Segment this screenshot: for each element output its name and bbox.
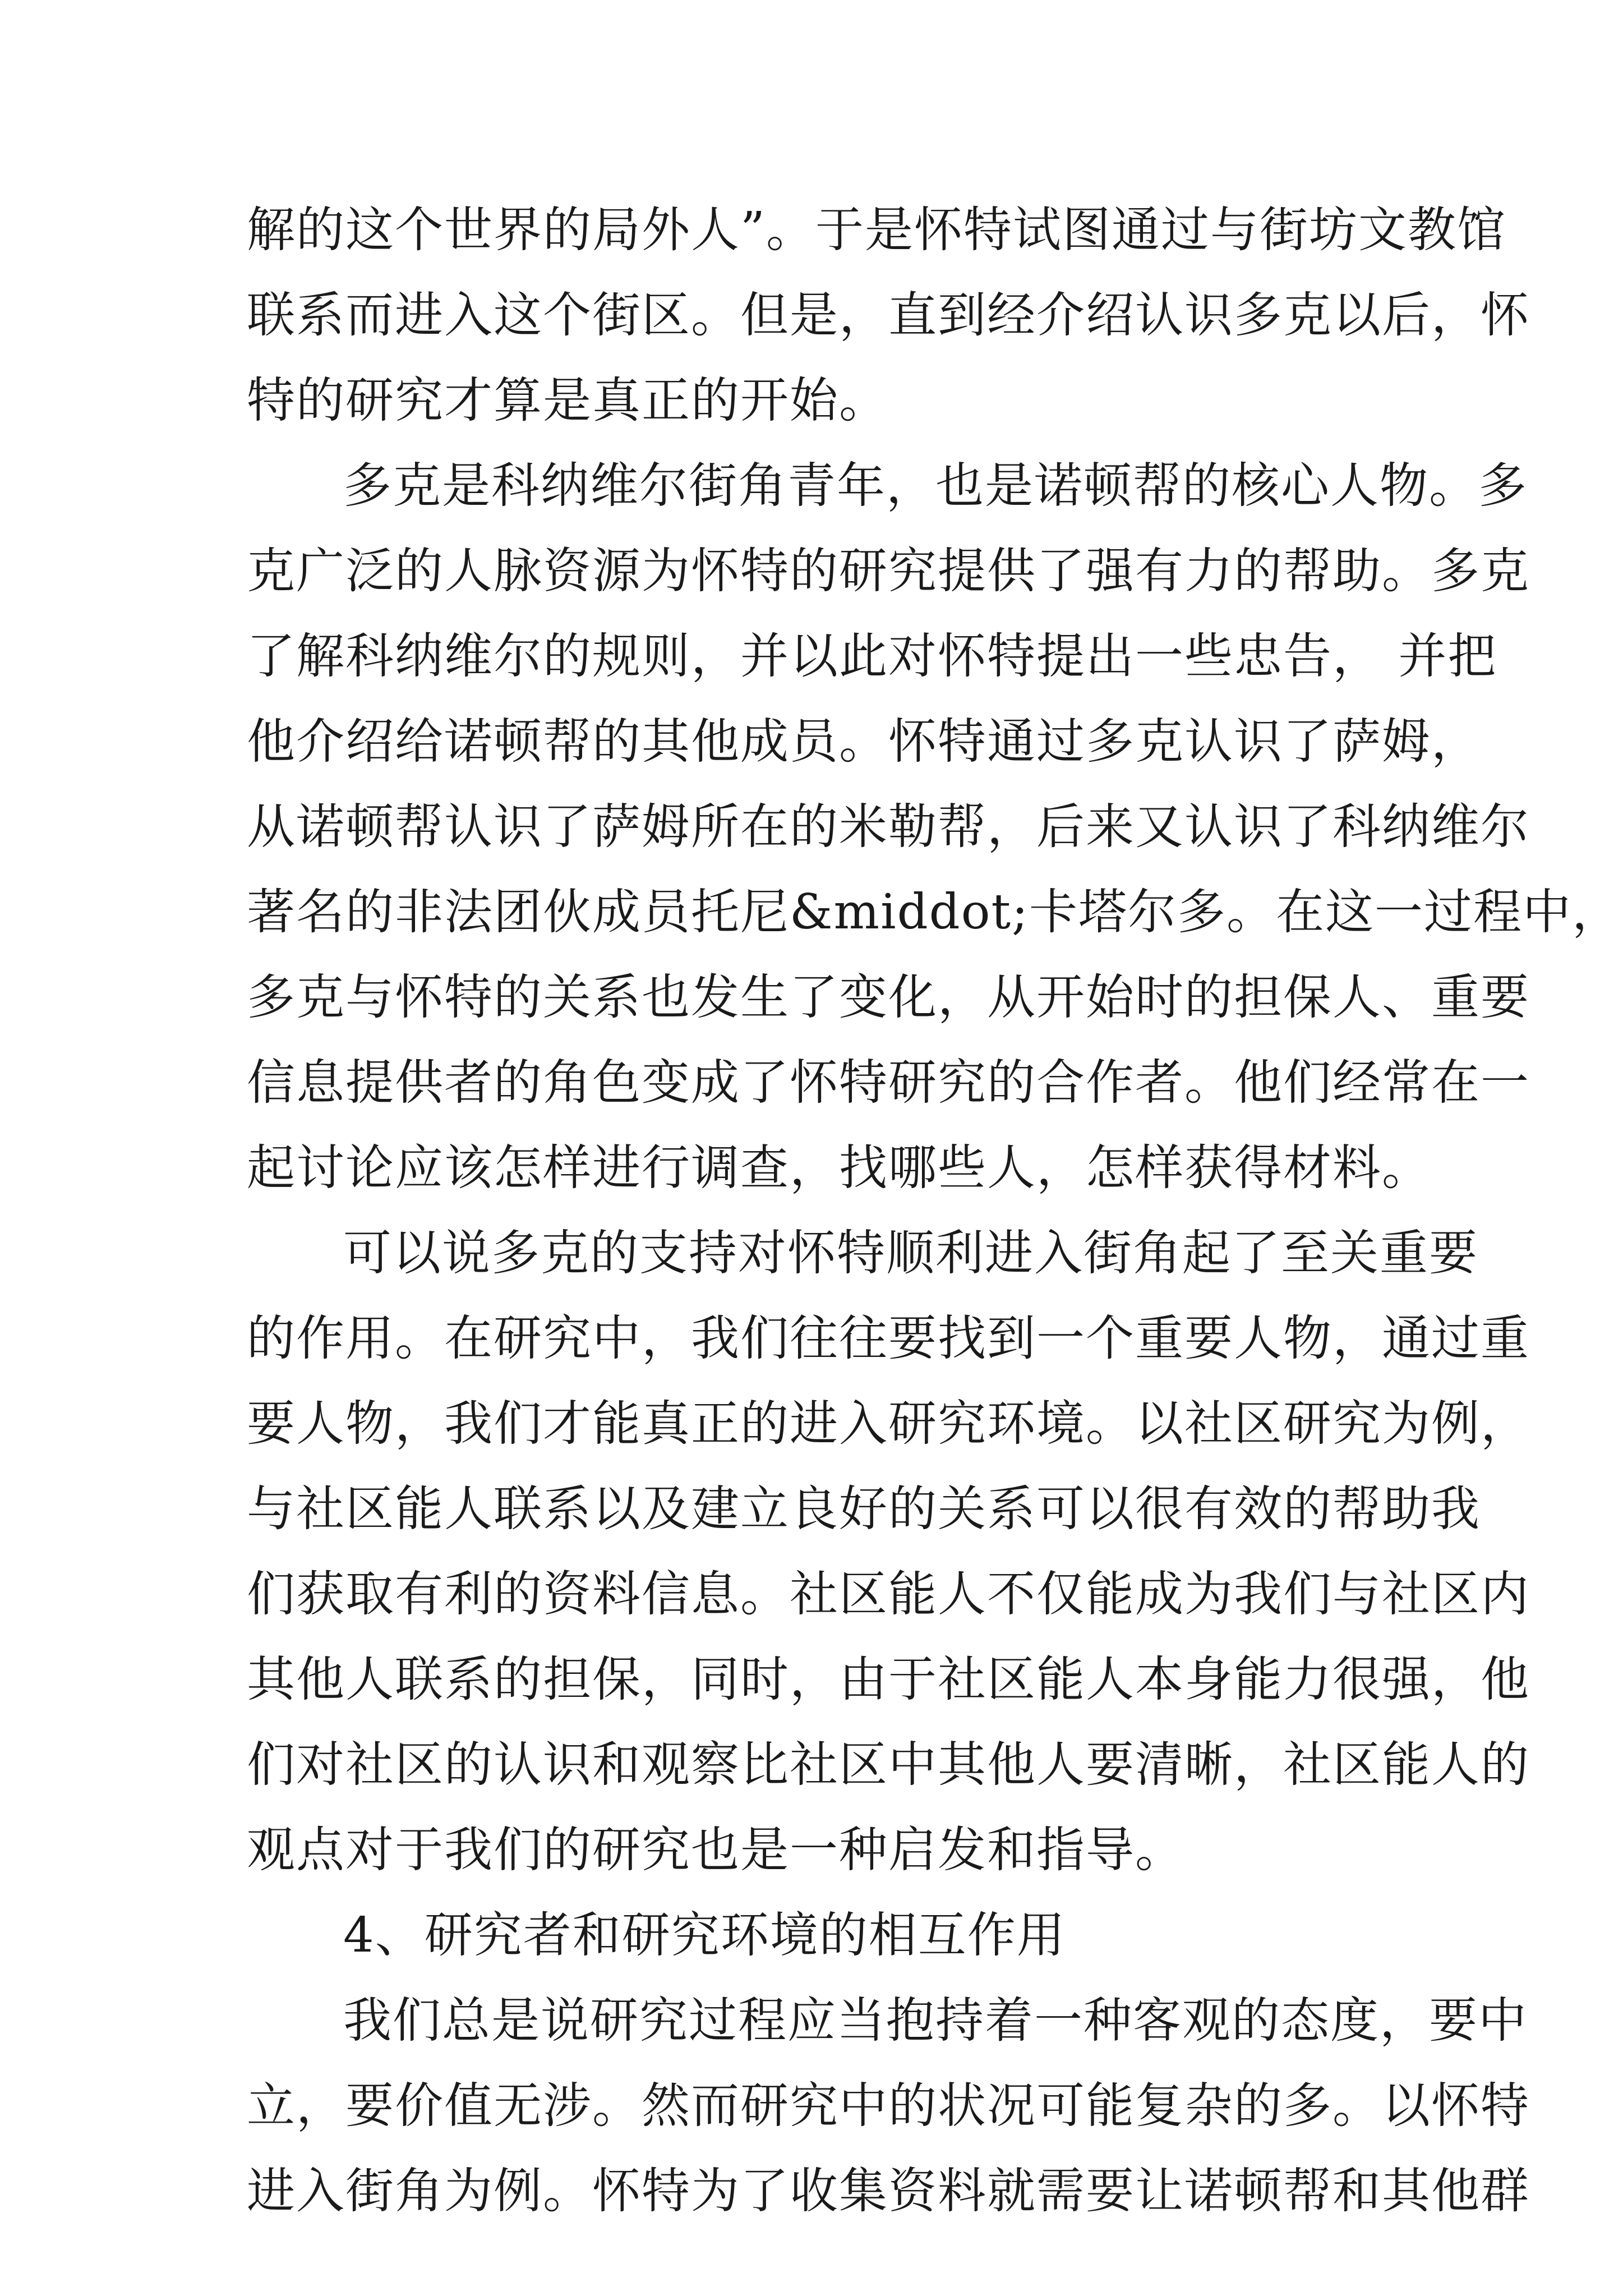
text-line: 信息提供者的角色变成了怀特研究的合作者。他们经常在一 (247, 1055, 1530, 1111)
text-line: 们对社区的认识和观察比社区中其他人要清晰，社区能人的 (247, 1737, 1530, 1793)
text-line: 他介绍给诺顿帮的其他成员。怀特通过多克认识了萨姆， (247, 714, 1481, 770)
text-line: 与社区能人联系以及建立良好的关系可以很有效的帮助我 (247, 1481, 1481, 1537)
paragraph-first-line: 多克是科纳维尔街角青年，也是诺顿帮的核心人物。多 (343, 458, 1528, 514)
text-line: 多克与怀特的关系也发生了变化，从开始时的担保人、重要 (247, 969, 1530, 1025)
section-heading: 4、研究者和研究环境的相互作用 (343, 1907, 1066, 1963)
text-line: 特的研究才算是真正的开始。 (247, 372, 888, 429)
paragraph-first-line: 我们总是说研究过程应当抱持着一种客观的态度，要中 (343, 1993, 1528, 2049)
text-line: 观点对于我们的研究也是一种启发和指导。 (247, 1822, 1184, 1878)
text-line: 从诺顿帮认识了萨姆所在的米勒帮，后来又认识了科纳维尔 (247, 799, 1530, 855)
text-line: 们获取有利的资料信息。社区能人不仅能成为我们与社区内 (247, 1566, 1530, 1622)
text-line: 立，要价值无涉。然而研究中的状况可能复杂的多。以怀特 (247, 2078, 1530, 2134)
text-line: 克广泛的人脉资源为怀特的研究提供了强有力的帮助。多克 (247, 543, 1530, 599)
text-line: 其他人联系的担保，同时，由于社区能人本身能力很强，他 (247, 1651, 1530, 1708)
text-line: 著名的非法团伙成员托尼&middot;卡塔尔多。在这一过程中， (247, 884, 1622, 940)
paragraph-first-line: 可以说多克的支持对怀特顺利进入街角起了至关重要 (343, 1225, 1478, 1281)
text-line: 起讨论应该怎样进行调查，找哪些人，怎样获得材料。 (247, 1140, 1431, 1196)
text-line: 的作用。在研究中，我们往往要找到一个重要人物，通过重 (247, 1310, 1530, 1366)
text-line: 联系而进入这个街区。但是，直到经介绍认识多克以后，怀 (247, 287, 1530, 343)
text-line: 了解科纳维尔的规则，并以此对怀特提出一些忠告， 并把 (247, 628, 1497, 684)
text-line: 进入街角为例。怀特为了收集资料就需要让诺顿帮和其他群 (247, 2163, 1530, 2219)
text-line: 解的这个世界的局外人”。于是怀特试图通过与街坊文教馆 (247, 202, 1506, 258)
text-line: 要人物，我们才能真正的进入研究环境。以社区研究为例， (247, 1396, 1530, 1452)
